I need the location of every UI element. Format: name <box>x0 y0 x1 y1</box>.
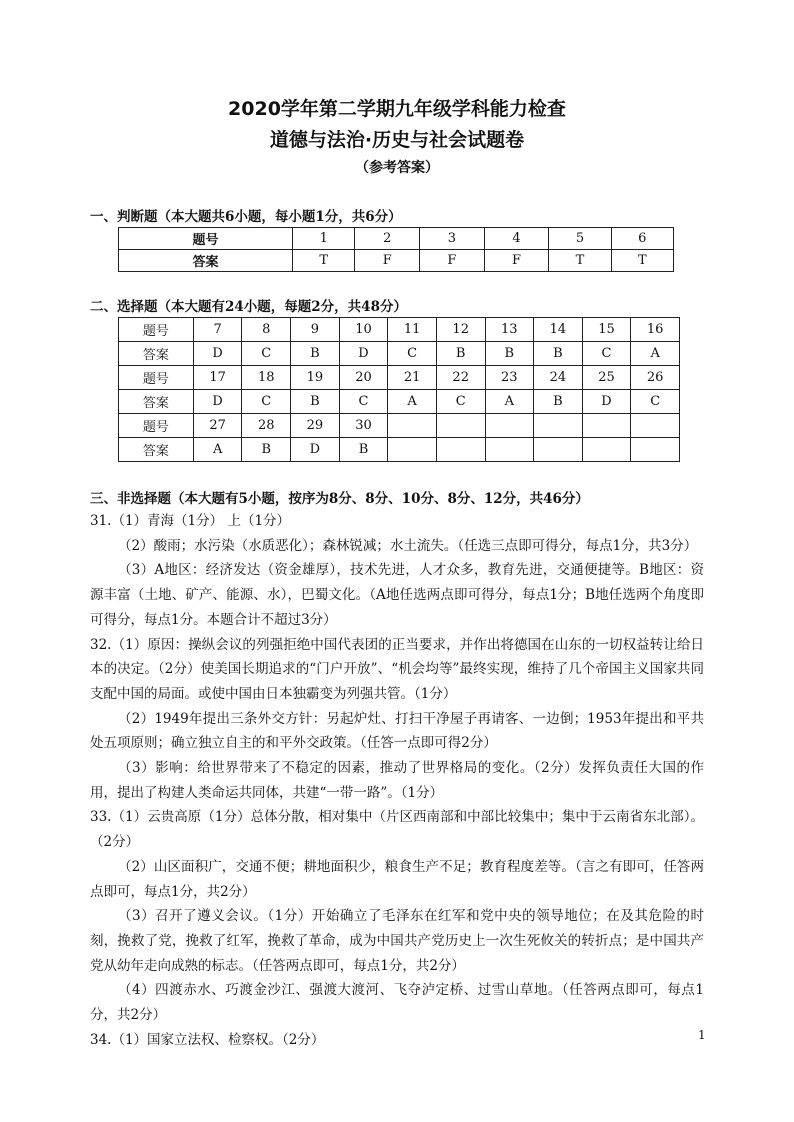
table-cell: 26 <box>631 366 680 390</box>
table-row <box>119 414 680 438</box>
table-cell: 25 <box>582 366 631 390</box>
row-header-cell: 题号 <box>119 318 194 342</box>
table-cell: 30 <box>339 414 388 438</box>
table-cell <box>485 414 534 438</box>
table-cell <box>436 438 485 462</box>
table-cell: B <box>534 390 583 414</box>
table-row <box>119 342 680 366</box>
page-number: 1 <box>698 1028 706 1042</box>
table-cell: B <box>534 342 583 366</box>
table-cell: 19 <box>291 366 340 390</box>
table-cell: C <box>436 390 485 414</box>
table-cell <box>631 438 680 462</box>
table-cell: 13 <box>485 318 534 342</box>
table-cell: B <box>339 438 388 462</box>
table-cell: A <box>631 342 680 366</box>
answer-paragraph: （2）1949年提出三条外交方针：另起炉灶、打扫干净屋子再请客、一边倒；1953年提出和平共处五项原则；确立独立自主的和平外交政策。（任答一点即可得2分） <box>90 710 704 752</box>
table-cell: B <box>242 438 291 462</box>
answer-paragraph: （2）山区面积广，交通不便；耕地面积少，粮食生产不足；教育程度差等。（言之有即可，任答两点即可，每点1分，共2分） <box>90 858 704 900</box>
answer-paragraph: （3）召开了遵义会议。（1分）开始确立了毛泽东在红军和党中央的领导地位；在及其危险的时刻，挽救了党，挽救了红军，挽救了革命，成为中国共产党历史上一次生死攸关的转折点；是中国共产党从幼年走向成熟的标志。（任答两点即可，每点1分，共2分） <box>90 908 704 974</box>
table-cell: 2 <box>355 228 420 250</box>
table-cell: 22 <box>436 366 485 390</box>
answer-key-note: （参考答案） <box>355 160 439 176</box>
table-cell: 1 <box>293 228 355 250</box>
answer-paragraph: 32.（1）原因：操纵会议的列强拒绝中国代表团的正当要求，并作出将德国在山东的一切权益转让给日本的决定。（2分）使美国长期追求的“门户开放”、“机会均等”最终实现，维持了几个帝国主义国家共同支配中国的局面。或使中国由日本独霸变为列强共管。（1分） <box>90 636 704 702</box>
section3-heading: 三、非选择题（本大题有5小题，按序为8分、8分、10分、8分、12分，共46分） <box>90 491 589 507</box>
table-cell <box>631 414 680 438</box>
answer-paragraph: （3）A地区：经济发达（资金雄厚），技术先进，人才众多，教育先进，交通便捷等。B地区：资源丰富（土地、矿产、能源、水），巴蜀文化。（A地任选两点即可得分，每点1分；B地任选两个角度即可得分，每点1分。本题合计不超过3分） <box>90 562 704 628</box>
table-cell: 17 <box>193 366 242 390</box>
row-header-cell: 答案 <box>119 342 194 366</box>
row-header-cell: 答案 <box>119 250 293 272</box>
table-cell: 27 <box>193 414 242 438</box>
table-cell: 12 <box>436 318 485 342</box>
table-cell: 21 <box>388 366 437 390</box>
table-row <box>119 228 674 250</box>
table-cell: 10 <box>339 318 388 342</box>
table-cell: A <box>193 438 242 462</box>
table-cell: C <box>388 342 437 366</box>
table-cell: 5 <box>549 228 611 250</box>
table-cell: 20 <box>339 366 388 390</box>
row-header-cell: 答案 <box>119 438 194 462</box>
table-cell: 7 <box>193 318 242 342</box>
table-cell: 9 <box>291 318 340 342</box>
table-cell: 16 <box>631 318 680 342</box>
section2-answer-table <box>118 317 680 462</box>
table-cell <box>436 414 485 438</box>
table-cell: B <box>291 342 340 366</box>
table-cell <box>388 414 437 438</box>
section3-answers <box>90 509 704 1052</box>
table-cell <box>534 438 583 462</box>
table-cell: 3 <box>420 228 485 250</box>
table-cell: 15 <box>582 318 631 342</box>
answer-paragraph: 33.（1）云贵高原（1分）总体分散，相对集中（片区西南部和中部比较集中；集中于云南省东北部）。（2分） <box>90 809 704 851</box>
table-cell: B <box>436 342 485 366</box>
table-cell: 11 <box>388 318 437 342</box>
answer-paragraph: 34.（1）国家立法权、检察权。（2分） <box>90 1031 325 1048</box>
table-cell <box>485 438 534 462</box>
table-row <box>119 250 674 272</box>
answer-paragraph: （4）四渡赤水、巧渡金沙江、强渡大渡河、飞夺泸定桥、过雪山草地。（任答两点即可，每点1分，共2分） <box>90 982 704 1024</box>
table-cell: 4 <box>484 228 549 250</box>
table-cell: D <box>193 390 242 414</box>
section2-heading: 二、选择题（本大题有24小题，每题2分，共48分） <box>90 299 407 315</box>
row-header-cell: 题号 <box>119 366 194 390</box>
table-cell: 18 <box>242 366 291 390</box>
answer-paragraph: （3）影响：给世界带来了不稳定的因素，推动了世界格局的变化。（2分）发挥负责任大国的作用，提出了构建人类命运共同体，共建“一带一路”。（1分） <box>90 760 704 801</box>
table-cell <box>582 414 631 438</box>
table-cell: 23 <box>485 366 534 390</box>
table-cell: D <box>193 342 242 366</box>
answer-paragraph: 31.（1）青海（1分） 上（1分） <box>90 513 291 529</box>
table-cell: D <box>582 390 631 414</box>
table-row <box>119 318 680 342</box>
table-cell: C <box>339 390 388 414</box>
section1-heading: 一、判断题（本大题共6小题，每小题1分，共6分） <box>90 209 402 225</box>
table-cell: A <box>485 390 534 414</box>
table-cell: C <box>242 390 291 414</box>
table-cell: C <box>242 342 291 366</box>
table-cell: 8 <box>242 318 291 342</box>
table-cell: 28 <box>242 414 291 438</box>
table-cell: T <box>293 250 355 272</box>
answer-paragraph: （2）酸雨；水污染（水质恶化）；森林锐减；水土流失。（任选三点即可得分，每点1分，共3分） <box>118 537 698 554</box>
table-cell: 29 <box>291 414 340 438</box>
table-cell <box>534 414 583 438</box>
table-cell: D <box>291 438 340 462</box>
row-header-cell: 答案 <box>119 390 194 414</box>
table-cell: B <box>291 390 340 414</box>
table-row <box>119 438 680 462</box>
document-subtitle: 道德与法治·历史与社会试题卷 <box>269 129 525 151</box>
document-title: 2020学年第二学期九年级学科能力检查 <box>228 98 566 120</box>
table-cell: A <box>388 390 437 414</box>
table-cell: 14 <box>534 318 583 342</box>
table-row <box>119 366 680 390</box>
table-cell: B <box>485 342 534 366</box>
table-cell: 24 <box>534 366 583 390</box>
table-cell <box>388 438 437 462</box>
table-cell: T <box>611 250 673 272</box>
table-cell: 6 <box>611 228 673 250</box>
table-cell: C <box>631 390 680 414</box>
table-row <box>119 390 680 414</box>
table-cell: T <box>549 250 611 272</box>
table-cell: F <box>420 250 485 272</box>
table-cell: F <box>484 250 549 272</box>
table-cell: C <box>582 342 631 366</box>
table-cell: F <box>355 250 420 272</box>
table-cell <box>582 438 631 462</box>
row-header-cell: 题号 <box>119 414 194 438</box>
row-header-cell: 题号 <box>119 228 293 250</box>
table-cell: D <box>339 342 388 366</box>
section1-answer-table <box>118 227 674 272</box>
